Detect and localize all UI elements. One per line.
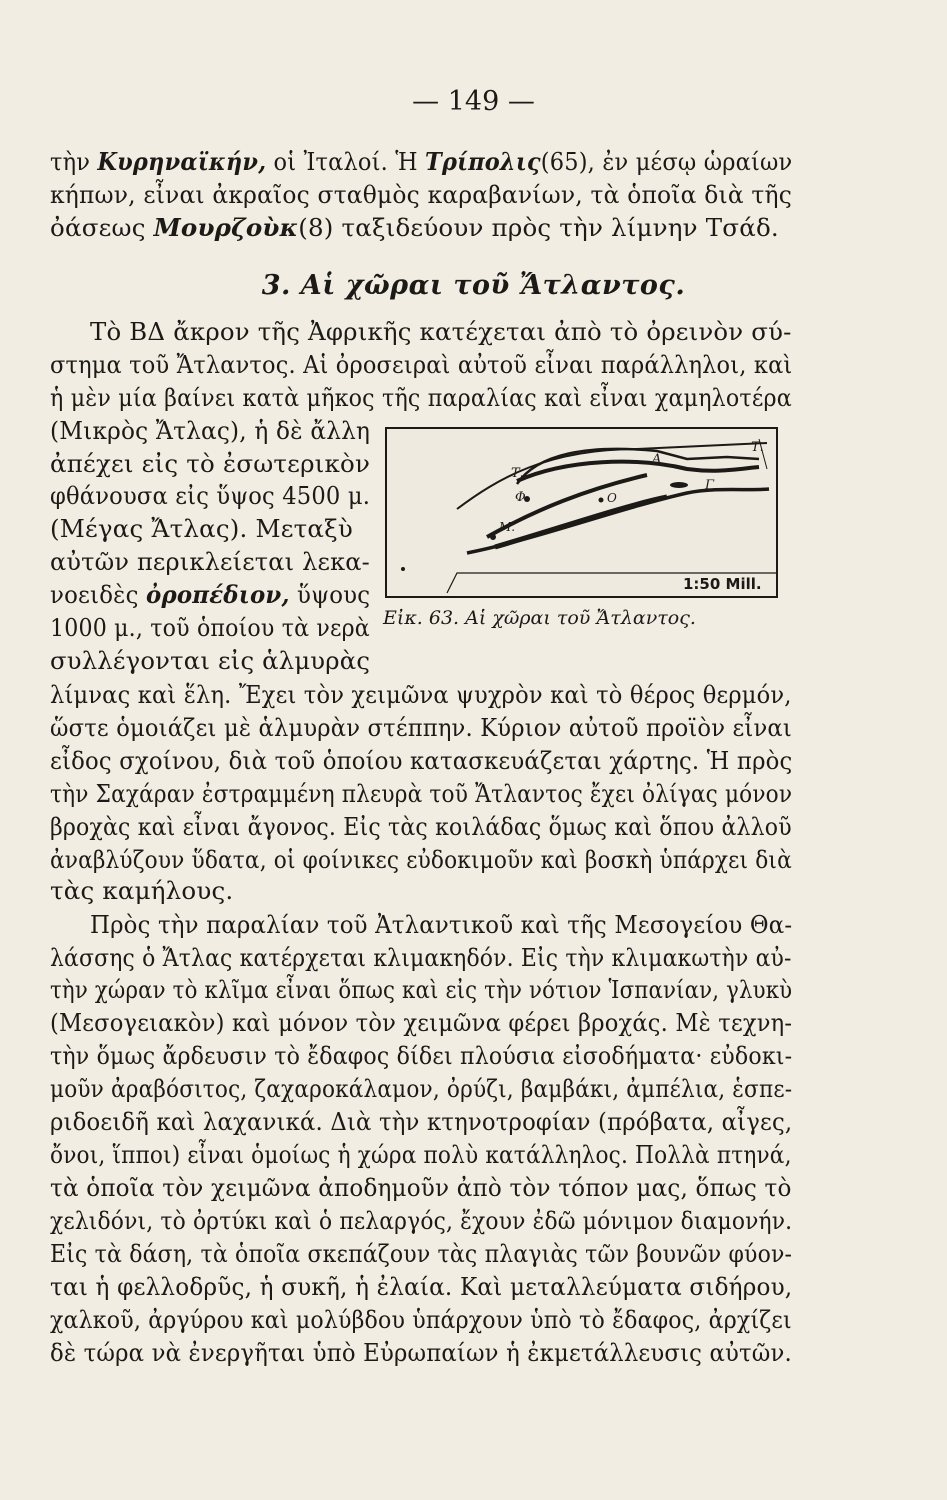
section-heading: 3. Αἱ χῶραι τοῦ Ἄτλαντος. — [261, 270, 686, 301]
atlas-map-figure — [385, 427, 778, 598]
page-number: — 149 — — [412, 86, 535, 117]
text-line: λίμνας καὶ ἕλη. Ἔχει τὸν χειμῶνα ψυχρὸν καὶ τὸ θέρος θερμόν, — [50, 680, 792, 709]
map-label: Τ. — [751, 440, 764, 455]
text-line: χελιδόνι, τὸ ὀρτύκι καὶ ὁ πελαργός, ἔχουν ἐδῶ μόνιμον διαμονήν. — [50, 1206, 793, 1235]
text-run: ὀάσεως — [50, 213, 154, 242]
text-line: τὴν Σαχάραν ἐστραμμένη πλευρὰ τοῦ Ἄτλαντος ἔχει ὀλίγας μόνον — [50, 779, 793, 808]
text-run: τὴν — [50, 147, 98, 176]
text-line: μοῦν ἀραβόσιτος, ζαχαροκάλαμον, ὀρύζι, βαμβάκι, ἀμπέλια, ἑσπε- — [50, 1074, 793, 1103]
text-line: βροχὰς καὶ εἶναι ἄγονος. Εἰς τὰς κοιλάδας ὅμως καὶ ὅπου ἀλλοῦ — [50, 812, 792, 841]
text-run: (8) ταξιδεύουν πρὸς τὴν λίμνην Τσάδ. — [298, 213, 779, 242]
text-line — [50, 580, 370, 610]
text-line: τὰς καμήλους. — [50, 876, 234, 905]
text-line: τὰ ὁποῖα τὸν χειμῶνα ἀποδημοῦν ἀπὸ τὸν τόπον μας, ὅπως τὸ — [50, 1173, 792, 1202]
text-line — [50, 147, 792, 177]
text-run: οἱ Ἰταλοί. Ἡ — [266, 147, 426, 176]
text-line: τὴν χώραν τὸ κλῖμα εἶναι ὅπως καὶ εἰς τὴν νότιον Ἱσπανίαν, γλυκὺ — [50, 975, 793, 1004]
term-oropedion: ὀροπέδιον, — [146, 580, 290, 609]
text-line: λάσσης ὁ Ἄτλας κατέρχεται κλιμακηδόν. Εἰς τὴν κλιμακωτὴν αὐ- — [50, 943, 792, 972]
map-city-dot — [490, 534, 496, 540]
map-label: Φ — [515, 490, 526, 505]
text-line: (Μεσογειακὸν) καὶ μόνον τὸν χειμῶνα φέρει βροχάς. Μὲ τεχνη- — [50, 1008, 793, 1037]
text-run: φθάνουσα εἰς ὕψος 4500 μ. — [50, 481, 371, 510]
text-line: ται ἡ φελλοδρῦς, ἡ συκῆ, ἡ ἐλαία. Καὶ μεταλλεύματα σιδήρου, — [50, 1272, 793, 1301]
place-name-tripoli: Τρίπολις — [425, 147, 541, 176]
text-line: τὴν ὅμως ἄρδευσιν τὸ ἔδαφος δίδει πλούσια εἰσοδήματα· εὐδοκι- — [50, 1041, 793, 1070]
text-line — [50, 416, 370, 446]
map-label: Γ — [705, 478, 715, 493]
text-line — [50, 646, 370, 676]
text-run: (65), ἐν μέσῳ ὡραίων — [540, 147, 793, 176]
map-label: Α — [652, 452, 662, 467]
text-line — [50, 547, 370, 577]
map-city-dot — [401, 567, 405, 571]
text-run: ἀπέχει εἰς τὸ ἐσωτερικὸν — [50, 449, 371, 478]
text-line: δὲ τώρα νὰ ἐνεργῆται ὑπὸ Εὐρωπαίων ἡ ἐκμετάλλευσις αὐτῶν. — [50, 1338, 792, 1367]
text-run: αὐτῶν περικλείεται λεκα- — [50, 547, 370, 576]
text-line — [50, 213, 779, 243]
text-line — [50, 613, 370, 643]
text-line: ἡ μὲν μία βαίνει κατὰ μῆκος τῆς παραλίας καὶ εἶναι χαμηλοτέρα — [50, 383, 792, 412]
text-line: ἀναβλύζουν ὕδατα, οἱ φοίνικες εὐδοκιμοῦν καὶ βοσκὴ ὑπάρχει διὰ — [50, 845, 792, 874]
text-line — [50, 481, 370, 511]
map-scale: 1:50 Mill. — [683, 575, 762, 593]
text-line: ὥστε ὁμοιάζει μὲ ἁλμυρὰν στέππην. Κύριον αὐτοῦ προϊὸν εἶναι — [50, 713, 792, 742]
text-run: (Μέγας Ἄτλας). Μεταξὺ — [50, 514, 353, 543]
map-label: Τ. — [511, 466, 524, 481]
text-run: 1000 μ., τοῦ ὁποίου τὰ νερὰ — [50, 613, 370, 642]
text-line: ὄνοι, ἵπποι) εἶναι ὁμοίως ἡ χώρα πολὺ κατάλληλος. Πολλὰ πτηνά, — [50, 1140, 792, 1169]
text-line: Εἰς τὰ δάση, τὰ ὁποῖα σκεπάζουν τὰς πλαγιὰς τῶν βουνῶν φύον- — [50, 1239, 793, 1268]
text-line: στημα τοῦ Ἄτλαντος. Αἱ ὀροσειραὶ αὐτοῦ εἶναι παράλληλοι, καὶ — [50, 350, 793, 379]
map-city-dot — [599, 498, 604, 503]
map-label: Ο — [607, 491, 617, 505]
text-run: νοειδὲς — [50, 580, 147, 609]
map-label: Μ. — [499, 520, 516, 534]
place-name-murzuk: Μουρζοὺκ — [153, 213, 299, 242]
text-run: ὕψους — [289, 580, 371, 609]
text-line — [50, 514, 353, 544]
text-line: ριδοειδῆ καὶ λαχανικά. Διὰ τὴν κτηνοτροφίαν (πρόβατα, αἶγες, — [50, 1107, 793, 1136]
map-lake — [670, 482, 688, 488]
atlas-map — [387, 429, 776, 596]
text-line: Τὸ ΒΔ ἄκρον τῆς Ἀφρικῆς κατέχεται ἀπὸ τὸ ὀρεινὸν σύ- — [90, 317, 792, 346]
text-run: κήπων, εἶναι ἀκραῖος σταθμὸς καραβανίων, τὰ ὁποῖα διὰ τῆς — [50, 180, 793, 209]
text-line: εἶδος σχοίνου, διὰ τοῦ ὁποίου κατασκευάζεται χάρτης. Ἡ πρὸς — [50, 746, 793, 775]
text-line: Πρὸς τὴν παραλίαν τοῦ Ἀτλαντικοῦ καὶ τῆς Μεσογείου Θα- — [90, 910, 793, 939]
text-run: (Μικρὸς Ἄτλας), ἡ δὲ ἄλλη — [50, 416, 371, 445]
figure-caption: Εἰκ. 63. Αἱ χῶραι τοῦ Ἄτλαντος. — [383, 607, 696, 629]
text-line — [50, 180, 792, 210]
text-line: χαλκοῦ, ἀργύρου καὶ μολύβδου ὑπάρχουν ὑπὸ τὸ ἔδαφος, ἀρχίζει — [50, 1305, 792, 1334]
text-run: συλλέγονται εἰς ἁλμυρὰς — [50, 646, 371, 675]
place-name-kyrenaika: Κυρηναϊκήν, — [97, 147, 267, 176]
text-line — [50, 449, 370, 479]
